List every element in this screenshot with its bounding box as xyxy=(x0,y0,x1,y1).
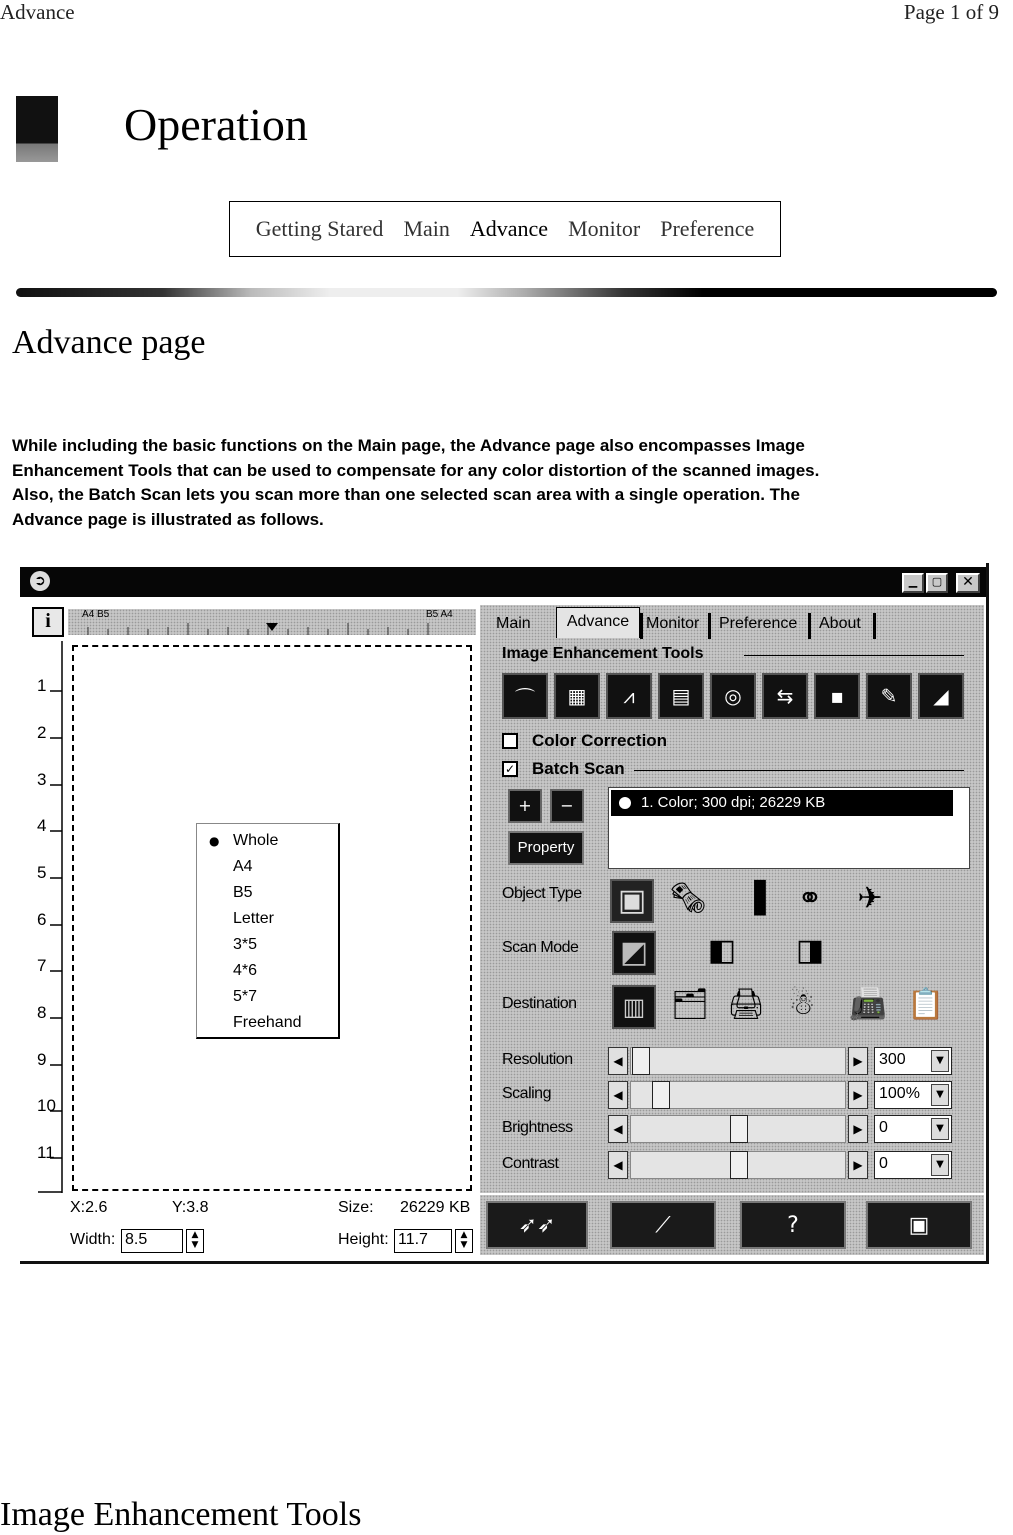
object-type-magazine-icon[interactable]: ⚭ xyxy=(797,881,823,916)
magic-tool-icon[interactable]: ✎ xyxy=(866,673,912,719)
header-page-number: Page 1 of 9 xyxy=(903,0,999,24)
menu-item-4x6[interactable]: 4*6 xyxy=(233,962,258,979)
selected-bullet-icon: ● xyxy=(209,834,220,848)
menu-item-b5[interactable]: B5 xyxy=(233,884,253,901)
descreen-tool-icon[interactable]: ◢ xyxy=(918,673,964,719)
contrast-label: Contrast xyxy=(502,1155,559,1172)
ruler-number: 5 xyxy=(37,863,47,882)
contrast-thumb[interactable] xyxy=(730,1151,748,1179)
intro-line: While including the basic functions on the Main page, the Advance page also encompasses Image xyxy=(12,436,805,455)
contrast-value: 0 xyxy=(879,1155,888,1172)
height-label: Height: xyxy=(338,1231,389,1248)
top-ruler[interactable] xyxy=(68,609,476,635)
chevron-down-icon[interactable]: ▼ xyxy=(931,1050,949,1072)
minimize-icon[interactable]: ▁ xyxy=(902,573,924,593)
color-correction-label: Color Correction xyxy=(532,731,668,750)
object-type-photo-icon[interactable]: ✈ xyxy=(857,881,883,916)
scan-button[interactable]: ⟋ xyxy=(610,1201,716,1249)
filter-tool-icon[interactable]: ▪ xyxy=(814,673,860,719)
width-input[interactable]: 8.5 xyxy=(121,1229,183,1253)
ruler-number: 7 xyxy=(37,956,47,975)
tab-divider xyxy=(708,613,711,639)
destination-app-icon[interactable]: ▥ xyxy=(612,985,656,1029)
tab-preference[interactable]: Preference xyxy=(719,615,798,632)
batch-scan-checkbox[interactable]: ✓ xyxy=(502,761,518,777)
nav-preference[interactable]: Preference xyxy=(660,216,755,241)
exit-button[interactable]: ▣ xyxy=(866,1201,972,1249)
title-bar xyxy=(20,567,986,597)
histogram-tool-icon[interactable]: ⩘ xyxy=(606,673,652,719)
batch-add-icon[interactable]: + xyxy=(508,789,542,823)
ruler-right-labels: B5 A4 xyxy=(426,609,453,620)
ruler-number: 8 xyxy=(37,1003,47,1022)
ruler-number: 9 xyxy=(37,1050,47,1069)
batch-item-bullet-icon xyxy=(619,797,631,809)
scan-mode-color-icon[interactable]: ◩ xyxy=(612,931,656,975)
intro-paragraph xyxy=(12,434,819,532)
hue-tool-icon[interactable]: ◎ xyxy=(710,673,756,719)
intro-line: Also, the Batch Scan lets you scan more than one selected scan area with a single operation. The xyxy=(12,485,800,504)
info-button[interactable]: i xyxy=(32,607,64,637)
ruler-number: 6 xyxy=(37,910,47,929)
destination-fax-icon[interactable]: 📠 xyxy=(849,987,887,1022)
nav-getting-started[interactable]: Getting Stared xyxy=(255,216,384,241)
scaling-label: Scaling xyxy=(502,1085,551,1102)
tab-divider xyxy=(808,613,811,639)
chevron-down-icon[interactable]: ▼ xyxy=(931,1154,949,1176)
object-type-label: Object Type xyxy=(502,885,582,902)
height-spinner[interactable]: ▲ ▼ xyxy=(455,1229,473,1253)
ruler-number: 10 xyxy=(37,1096,56,1115)
destination-file-icon[interactable]: 🗂 xyxy=(670,987,710,1022)
width-spinner[interactable]: ▲ ▼ xyxy=(186,1229,204,1253)
intro-line: Advance page is illustrated as follows. xyxy=(12,509,324,529)
batch-list-item[interactable]: 1. Color; 300 dpi; 26229 KB xyxy=(611,790,953,816)
brightness-value: 0 xyxy=(879,1119,888,1136)
brightness-combo[interactable] xyxy=(874,1115,952,1143)
scaling-thumb[interactable] xyxy=(652,1081,670,1109)
nav-advance[interactable]: Advance xyxy=(469,216,549,241)
destination-label: Destination xyxy=(502,995,577,1012)
app-logo-icon: ➲ xyxy=(30,571,50,591)
enhancement-title: Image Enhancement Tools xyxy=(502,645,704,662)
scaling-increase-icon[interactable]: ▶ xyxy=(848,1081,868,1109)
tab-divider xyxy=(640,613,643,639)
group-line xyxy=(634,770,964,771)
menu-item-letter[interactable]: Letter xyxy=(233,910,274,927)
tab-monitor[interactable]: Monitor xyxy=(646,615,700,632)
menu-item-3x5[interactable]: 3*5 xyxy=(233,936,258,953)
scaling-combo[interactable] xyxy=(874,1081,952,1109)
size-menu xyxy=(196,823,340,1039)
batch-scan-label: Batch Scan xyxy=(532,759,625,778)
height-input[interactable]: 11.7 xyxy=(394,1229,452,1253)
ruler-number: 11 xyxy=(37,1143,55,1162)
help-button[interactable]: ? xyxy=(740,1201,846,1249)
batch-list[interactable] xyxy=(608,787,970,869)
status-size-value: 26229 KB xyxy=(400,1199,471,1216)
brightness-thumb[interactable] xyxy=(730,1115,748,1143)
status-x: X:2.6 xyxy=(70,1199,108,1216)
status-y: Y:3.8 xyxy=(172,1199,209,1216)
tab-divider xyxy=(873,613,876,639)
intro-line: Enhancement Tools that can be used to compensate for any color distortion of the scanned images. xyxy=(12,460,820,480)
destination-ocr-icon[interactable]: ☃ xyxy=(788,987,816,1022)
chevron-down-icon[interactable]: ▼ xyxy=(931,1084,949,1106)
section-title: Advance page xyxy=(12,324,206,361)
tab-advance[interactable]: Advance xyxy=(556,607,640,638)
brightness-increase-icon[interactable]: ▶ xyxy=(848,1115,868,1143)
scan-mode-bw-icon[interactable]: ◨ xyxy=(795,933,825,968)
resolution-label: Resolution xyxy=(502,1051,573,1068)
contrast-decrease-icon[interactable]: ◀ xyxy=(608,1151,628,1179)
contrast-increase-icon[interactable]: ▶ xyxy=(848,1151,868,1179)
header-left: Advance xyxy=(0,0,75,24)
chevron-down-icon[interactable]: ▼ xyxy=(931,1118,949,1140)
nav-box xyxy=(229,201,781,257)
ruler-number: 4 xyxy=(37,816,47,835)
menu-item-a4[interactable]: A4 xyxy=(233,858,253,875)
close-icon[interactable]: ✕ xyxy=(956,573,980,593)
level-tool-icon[interactable]: ▤ xyxy=(658,673,704,719)
divider xyxy=(16,288,997,297)
nav-main[interactable]: Main xyxy=(403,216,450,241)
batch-remove-icon[interactable]: − xyxy=(550,789,584,823)
resolution-slider[interactable] xyxy=(630,1047,846,1075)
nav-monitor[interactable]: Monitor xyxy=(568,216,641,241)
resolution-combo[interactable] xyxy=(874,1047,952,1075)
page-title: Operation xyxy=(124,99,308,150)
menu-item-label: Whole xyxy=(233,832,279,849)
group-line xyxy=(744,655,964,656)
resolution-decrease-icon[interactable]: ◀ xyxy=(608,1047,628,1075)
resolution-value: 300 xyxy=(879,1051,906,1068)
menu-item-whole[interactable] xyxy=(197,828,338,854)
resolution-increase-icon[interactable]: ▶ xyxy=(848,1047,868,1075)
destination-clipboard-icon[interactable]: 📋 xyxy=(907,987,945,1022)
book-icon xyxy=(16,96,58,162)
brightness-label: Brightness xyxy=(502,1119,573,1136)
tab-about[interactable]: About xyxy=(819,615,861,632)
transfer-tool-icon[interactable]: ⇆ xyxy=(762,673,808,719)
object-type-document-icon[interactable]: 🗞 xyxy=(668,881,708,916)
app-window xyxy=(20,563,989,1264)
width-label: Width: xyxy=(70,1231,116,1248)
object-type-selected-icon[interactable]: ▣ xyxy=(610,879,654,923)
bottom-heading: Image Enhancement Tools xyxy=(0,1496,362,1533)
maximize-icon[interactable]: ▢ xyxy=(926,573,948,593)
destination-printer-icon[interactable]: 🖨 xyxy=(726,987,766,1022)
prescan-button[interactable]: ➶➶ xyxy=(486,1201,588,1249)
ruler-number: 1 xyxy=(37,676,47,695)
object-type-book-icon[interactable]: ▐ xyxy=(742,881,766,916)
scaling-value: 100% xyxy=(879,1085,920,1102)
scan-mode-gray-icon[interactable]: ◧ xyxy=(707,933,737,968)
ruler-left-labels: A4 B5 xyxy=(82,609,110,620)
property-button[interactable]: Property xyxy=(508,831,584,865)
balance-tool-icon[interactable]: ▦ xyxy=(554,673,600,719)
ruler-number: 2 xyxy=(37,723,47,742)
brightness-decrease-icon[interactable]: ◀ xyxy=(608,1115,628,1143)
ruler-number: 3 xyxy=(37,770,47,789)
menu-item-5x7[interactable]: 5*7 xyxy=(233,988,258,1005)
status-size-label: Size: xyxy=(338,1199,374,1216)
contrast-combo[interactable] xyxy=(874,1151,952,1179)
curve-tool-icon[interactable]: ⌒ xyxy=(502,673,548,719)
menu-item-freehand[interactable]: Freehand xyxy=(233,1014,302,1031)
scaling-decrease-icon[interactable]: ◀ xyxy=(608,1081,628,1109)
tab-main[interactable]: Main xyxy=(496,615,531,632)
color-correction-checkbox[interactable] xyxy=(502,733,518,749)
resolution-thumb[interactable] xyxy=(632,1047,650,1075)
scan-mode-label: Scan Mode xyxy=(502,939,579,956)
